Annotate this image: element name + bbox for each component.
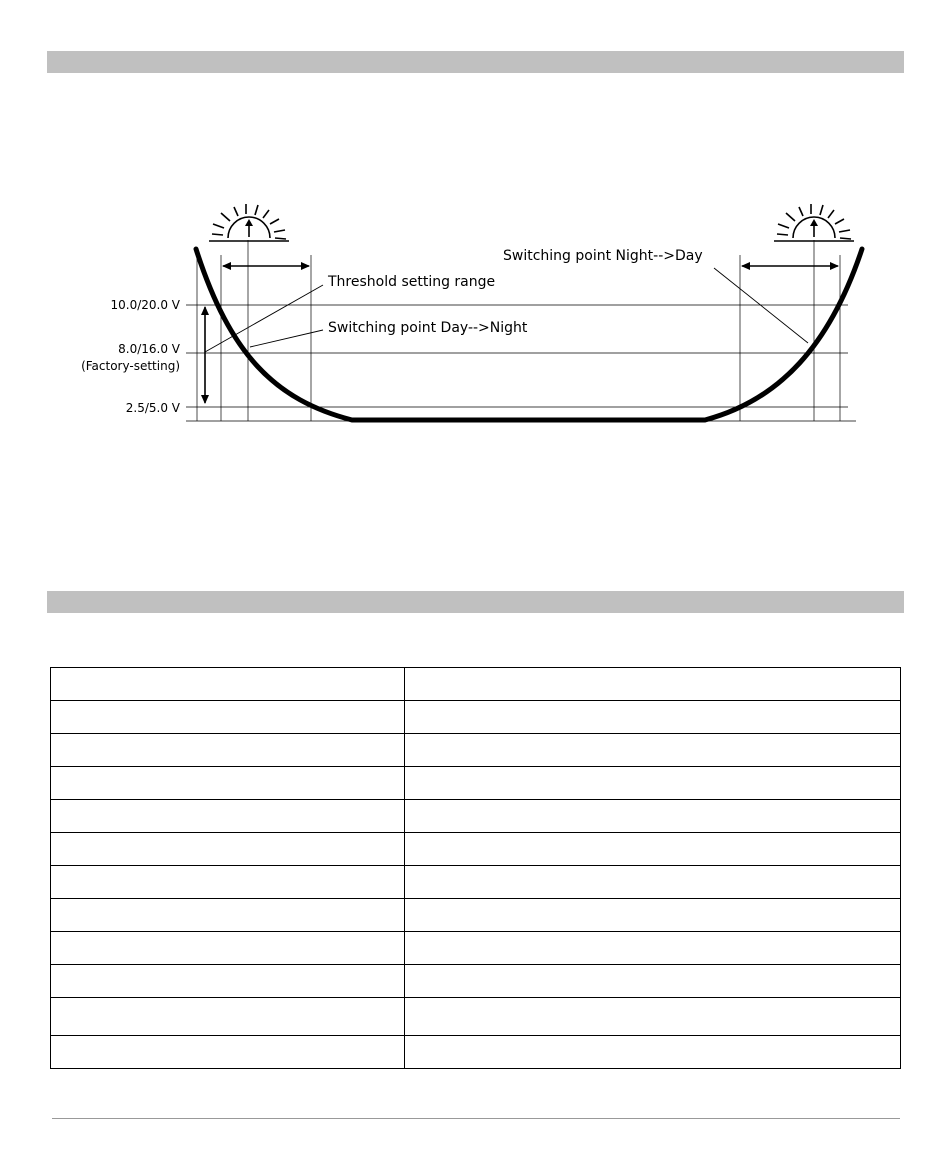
table-cell [51,932,405,965]
threshold-range-label: Threshold setting range [328,274,496,290]
table-cell [51,800,405,833]
table-cell [405,866,901,899]
leader-line [714,268,808,343]
table-cell [51,1036,405,1069]
table-cell [405,899,901,932]
sunrise-icon [774,204,854,241]
table-cell [405,1036,901,1069]
table-cell [405,965,901,998]
day-to-night-label: Switching point Day-->Night [328,320,528,336]
table-cell [51,767,405,800]
table-cell [405,833,901,866]
y-axis-label: 10.0/20.0 V [110,298,180,312]
table-cell [405,668,901,701]
table-row [51,965,901,998]
y-axis-label: 2.5/5.0 V [125,401,180,415]
table-cell [51,965,405,998]
table-cell [51,734,405,767]
section-header-bar [47,51,904,73]
twilight-switch-diagram [0,190,950,450]
y-axis-label: (Factory-setting) [81,359,180,373]
footer-divider [52,1118,900,1119]
table-cell [51,899,405,932]
table-cell [51,833,405,866]
leader-line [250,330,323,347]
table-cell [51,866,405,899]
table-row [51,932,901,965]
table-cell [51,701,405,734]
table-row [51,1036,901,1069]
night-to-day-label: Switching point Night-->Day [503,248,703,264]
table-row [51,734,901,767]
table-row [51,998,901,1036]
table-cell [405,767,901,800]
table-row [51,800,901,833]
specification-table [50,667,901,1069]
table-cell [405,932,901,965]
table-cell [405,800,901,833]
table-cell [405,734,901,767]
section-header-bar [47,591,904,613]
table-row [51,701,901,734]
table-row [51,767,901,800]
y-axis-label: 8.0/16.0 V [118,342,180,356]
table-cell [51,668,405,701]
light-level-curve [196,249,862,420]
table-row [51,866,901,899]
table-row [51,668,901,701]
sunrise-icon [209,204,289,241]
table-cell [51,998,405,1036]
table-cell [405,701,901,734]
table-row [51,833,901,866]
table-cell [405,998,901,1036]
table-row [51,899,901,932]
